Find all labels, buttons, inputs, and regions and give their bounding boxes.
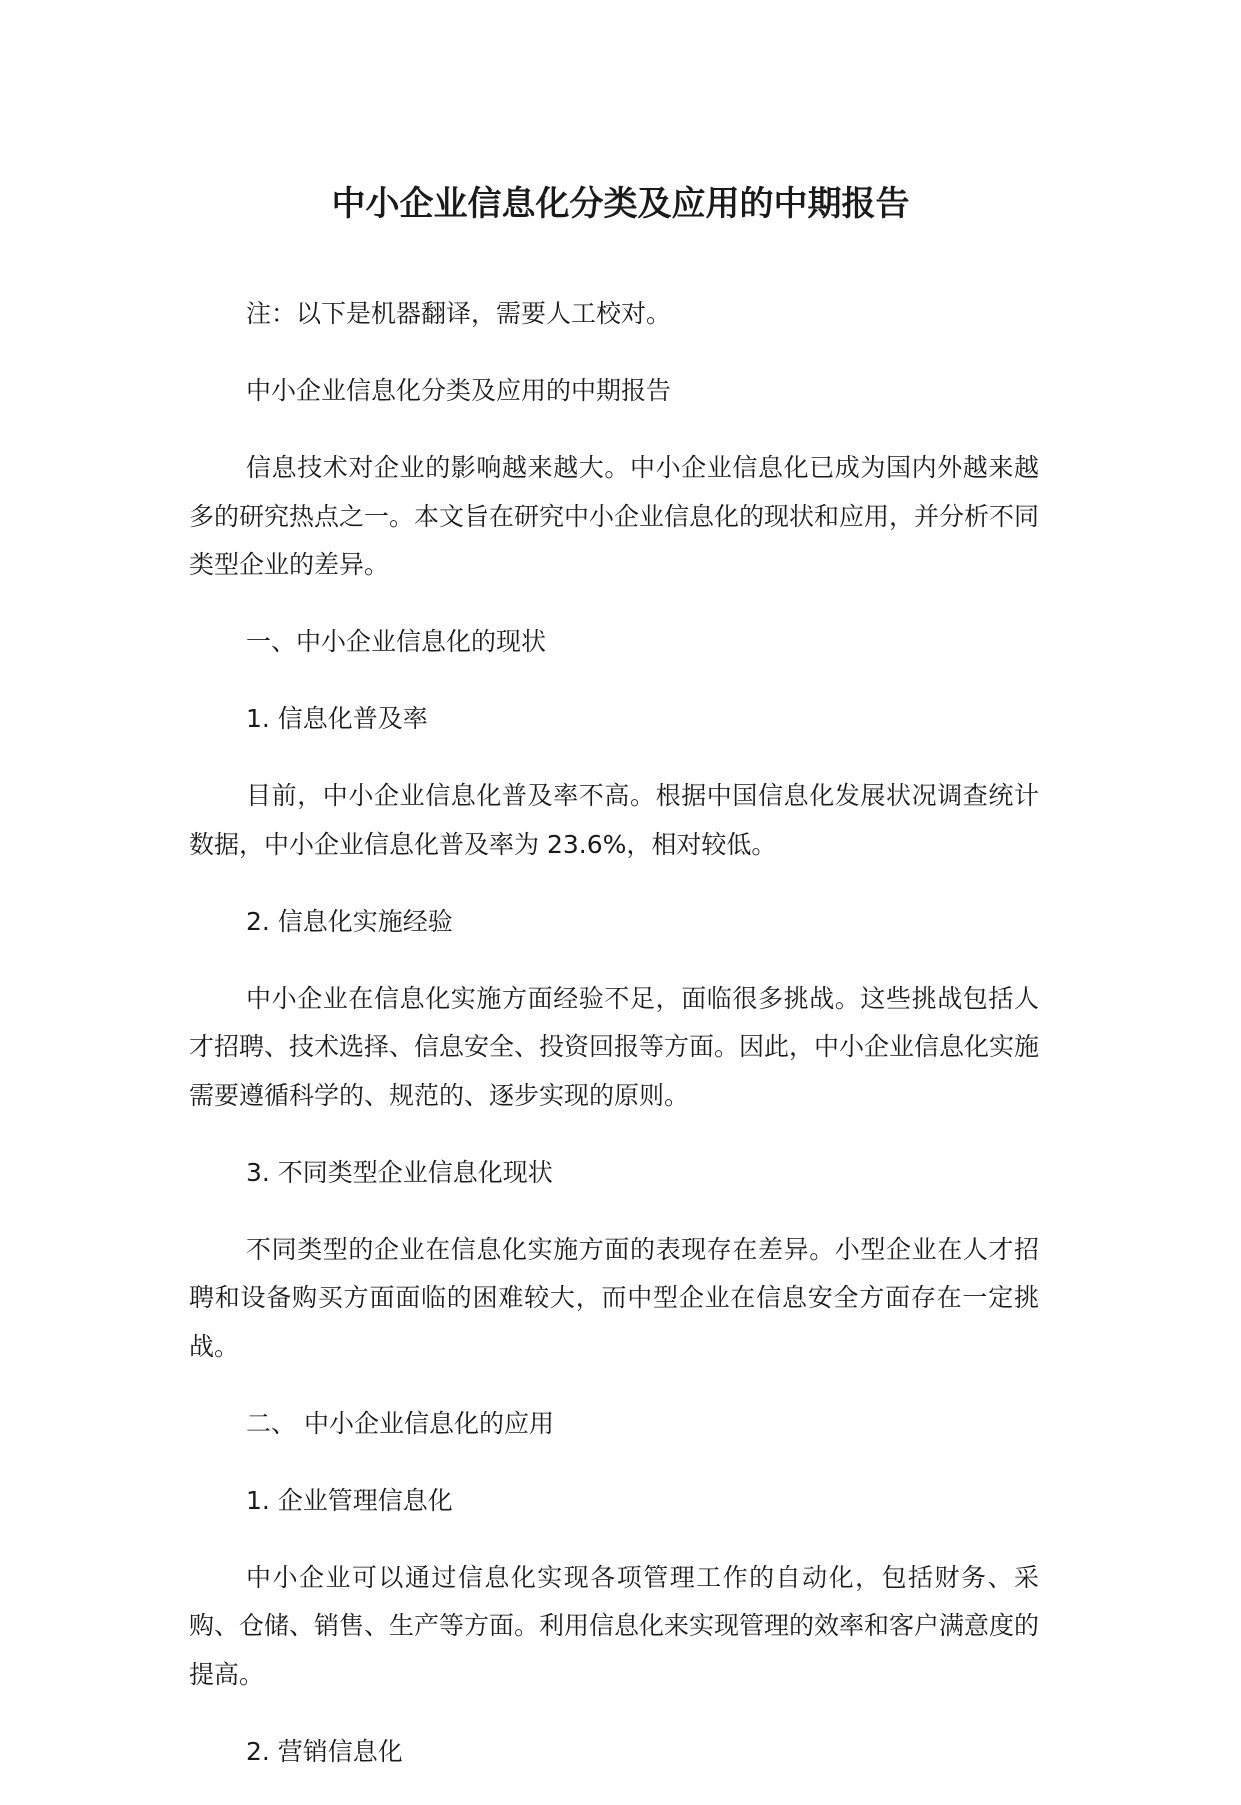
intro-paragraph: 信息技术对企业的影响越来越大。中小企业信息化已成为国内外越来越多的研究热点之一。本文旨在研究中小企业信息化的现状和应用，并分析不同类型企业的差异。	[189, 453, 1040, 579]
translation-note: 注：以下是机器翻译，需要人工校对。	[246, 299, 672, 328]
section-1-2-paragraph: 中小企业在信息化实施方面经验不足，面临很多挑战。这些挑战包括人才招聘、技术选择、信息安全、投资回报等方面。因此，中小企业信息化实施需要遵循科学的、规范的、逐步实现的原则。	[189, 983, 1040, 1110]
document-body	[189, 290, 1039, 1805]
section-1-1-heading: 1. 信息化普及率	[246, 704, 428, 733]
report-subtitle: 中小企业信息化分类及应用的中期报告	[246, 376, 672, 405]
section-1-1-paragraph: 目前，中小企业信息化普及率不高。根据中国信息化发展状况调查统计数据，中小企业信息化普及率为 23.6%，相对较低。	[189, 781, 1039, 859]
section-2-heading: 二、 中小企业信息化的应用	[246, 1408, 554, 1438]
section-1-2-heading: 2. 信息化实施经验	[246, 906, 453, 936]
section-1-heading: 一、中小企业信息化的现状	[246, 627, 547, 656]
section-2-1-heading: 1. 企业管理信息化	[246, 1485, 453, 1515]
section-2-2-heading: 2. 营销信息化	[246, 1736, 403, 1766]
section-1-3-heading: 3. 不同类型企业信息化现状	[246, 1157, 553, 1187]
section-1-3-paragraph: 不同类型的企业在信息化实施方面的表现存在差异。小型企业在人才招聘和设备购买方面面临的困难较大，而中型企业在信息安全方面存在一定挑战。	[189, 1234, 1039, 1361]
document-title: 中小企业信息化分类及应用的中期报告	[331, 184, 910, 224]
section-2-1-paragraph: 中小企业可以通过信息化实现各项管理工作的自动化，包括财务、采购、仓储、销售、生产等方面。利用信息化来实现管理的效率和客户满意度的提高。	[189, 1562, 1040, 1689]
